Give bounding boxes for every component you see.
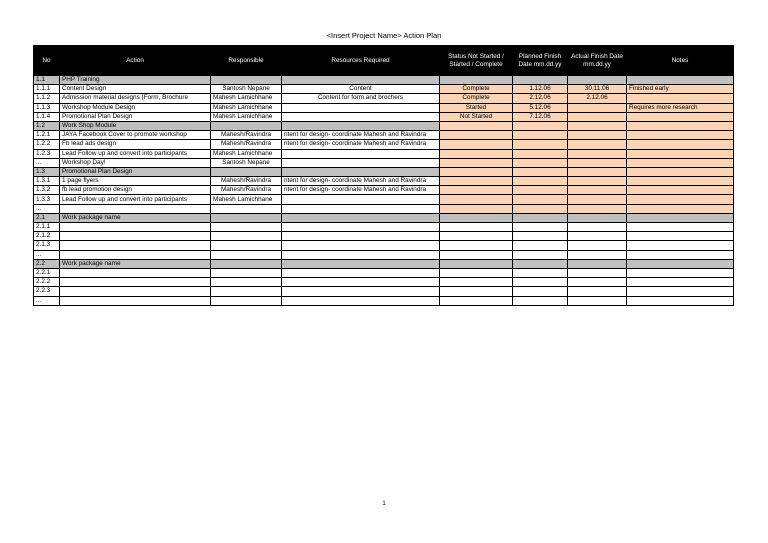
cell-planned (513, 259, 568, 268)
cell-no: 1.2.1 (34, 131, 60, 140)
cell-actual: 2.12.06 (568, 94, 627, 103)
cell-planned (513, 287, 568, 296)
cell-status (440, 259, 513, 268)
page-title: <Insert Project Name> Action Plan (326, 31, 442, 40)
cell-planned (513, 195, 568, 204)
cell-resources: ntent for design- coordinate Mahesh and Ravindra (282, 186, 440, 195)
cell-status (440, 167, 513, 176)
cell-planned: 5.12.06 (513, 103, 568, 112)
cell-no: 1.2 (34, 121, 60, 130)
cell-resources (282, 250, 440, 259)
cell-status (440, 213, 513, 222)
cell-actual (568, 167, 627, 176)
cell-actual (568, 250, 627, 259)
table-row (34, 278, 734, 287)
cell-no: 2.1.2 (34, 232, 60, 241)
cell-notes: Finished early (627, 85, 734, 94)
cell-notes (627, 241, 734, 250)
cell-action (60, 250, 211, 259)
cell-status (440, 195, 513, 204)
cell-planned (513, 296, 568, 305)
cell-planned (513, 204, 568, 213)
cell-resources (282, 241, 440, 250)
cell-notes: Requires more research (627, 103, 734, 112)
cell-resources (282, 223, 440, 232)
cell-planned (513, 131, 568, 140)
col-header-responsible: Responsible (211, 46, 282, 76)
table-row (34, 131, 734, 140)
cell-actual (568, 112, 627, 121)
cell-no: 1.1 (34, 76, 60, 85)
cell-action: fb lead promotion design (60, 186, 211, 195)
cell-status: Not Started (440, 112, 513, 121)
table-row (34, 85, 734, 94)
cell-action (60, 268, 211, 277)
cell-actual (568, 296, 627, 305)
cell-resources (282, 158, 440, 167)
table-body (34, 76, 734, 306)
cell-responsible: Santosh Nepane (211, 158, 282, 167)
cell-resources: ntent for design- coordinate Mahesh and Ravindra (282, 177, 440, 186)
cell-responsible (211, 213, 282, 222)
table-row (34, 223, 734, 232)
cell-resources: Content (282, 85, 440, 94)
table-row (34, 287, 734, 296)
cell-responsible (211, 167, 282, 176)
cell-status (440, 241, 513, 250)
cell-actual (568, 232, 627, 241)
cell-action (60, 204, 211, 213)
cell-action (60, 223, 211, 232)
cell-actual (568, 259, 627, 268)
page-number: 1 (382, 501, 386, 507)
cell-actual (568, 223, 627, 232)
cell-actual (568, 140, 627, 149)
cell-resources (282, 213, 440, 222)
cell-planned (513, 186, 568, 195)
cell-notes (627, 213, 734, 222)
cell-responsible (211, 76, 282, 85)
cell-status: Complete (440, 94, 513, 103)
cell-resources (282, 103, 440, 112)
cell-notes (627, 177, 734, 186)
cell-actual (568, 121, 627, 130)
cell-actual (568, 287, 627, 296)
cell-notes (627, 268, 734, 277)
cell-action: Work Shop Module (60, 121, 211, 130)
cell-notes (627, 167, 734, 176)
action-plan-table (33, 45, 734, 306)
cell-actual (568, 131, 627, 140)
table-row (34, 259, 734, 268)
cell-status (440, 296, 513, 305)
cell-planned (513, 76, 568, 85)
table-row (34, 94, 734, 103)
cell-notes (627, 121, 734, 130)
cell-responsible (211, 204, 282, 213)
cell-planned: 7.12.06 (513, 112, 568, 121)
table-row (34, 250, 734, 259)
cell-resources (282, 287, 440, 296)
header-row (34, 46, 734, 76)
cell-status (440, 149, 513, 158)
table-row (34, 296, 734, 305)
cell-actual (568, 76, 627, 85)
cell-status (440, 250, 513, 259)
cell-action: Lead Follow up and convert into participants (60, 149, 211, 158)
cell-actual (568, 186, 627, 195)
cell-planned (513, 140, 568, 149)
table-row (34, 177, 734, 186)
cell-no: 1.1.2 (34, 94, 60, 103)
cell-responsible: Mahesh Lamichhane (211, 94, 282, 103)
cell-responsible (211, 250, 282, 259)
cell-planned (513, 241, 568, 250)
cell-status (440, 278, 513, 287)
cell-no: 1.3 (34, 167, 60, 176)
col-header-planned: Planned Finish Date mm.dd.yy (513, 46, 568, 76)
cell-action: Work package name (60, 259, 211, 268)
cell-status (440, 223, 513, 232)
cell-planned (513, 250, 568, 259)
cell-notes (627, 278, 734, 287)
cell-resources (282, 204, 440, 213)
cell-notes (627, 250, 734, 259)
cell-status (440, 186, 513, 195)
cell-responsible: Mahesh/Ravindra (211, 131, 282, 140)
col-header-resources: Resources Required (282, 46, 440, 76)
table-row (34, 167, 734, 176)
cell-responsible: Mahesh Lamichhane (211, 112, 282, 121)
col-header-notes: Notes (627, 46, 734, 76)
cell-no: 1.2.2 (34, 140, 60, 149)
cell-status (440, 158, 513, 167)
cell-action (60, 287, 211, 296)
cell-resources (282, 121, 440, 130)
cell-planned (513, 149, 568, 158)
cell-responsible (211, 296, 282, 305)
table-row (34, 76, 734, 85)
cell-responsible (211, 259, 282, 268)
cell-responsible (211, 287, 282, 296)
cell-status: Complete (440, 85, 513, 94)
cell-action: Lead Follow up and convert into participants (60, 195, 211, 204)
cell-status (440, 140, 513, 149)
cell-notes (627, 195, 734, 204)
cell-resources (282, 232, 440, 241)
table-row (34, 204, 734, 213)
cell-status: Started (440, 103, 513, 112)
cell-no: 2.1 (34, 213, 60, 222)
cell-no: 2.1.3 (34, 241, 60, 250)
cell-planned: 2.12.06 (513, 94, 568, 103)
cell-notes (627, 296, 734, 305)
cell-responsible: Mahesh/Ravindra (211, 186, 282, 195)
cell-actual: 30.11.06 (568, 85, 627, 94)
cell-actual (568, 177, 627, 186)
cell-actual (568, 195, 627, 204)
cell-no: ... (34, 158, 60, 167)
cell-responsible: Mahesh Lamichhane (211, 103, 282, 112)
cell-status (440, 121, 513, 130)
cell-resources (282, 278, 440, 287)
cell-no: 2.2.1 (34, 268, 60, 277)
cell-action: Fb lead ads design (60, 140, 211, 149)
cell-status (440, 204, 513, 213)
cell-responsible: Mahesh Lamichhane (211, 149, 282, 158)
cell-no: 1.2.3 (34, 149, 60, 158)
cell-responsible (211, 232, 282, 241)
table-row (34, 213, 734, 222)
cell-notes (627, 131, 734, 140)
cell-action: Promotional Plan Design (60, 167, 211, 176)
cell-resources (282, 112, 440, 121)
cell-resources: ntent for design- coordinate Mahesh and Ravindra (282, 140, 440, 149)
table-row (34, 121, 734, 130)
cell-responsible: Mahesh Lamichhane (211, 195, 282, 204)
cell-action (60, 296, 211, 305)
cell-actual (568, 278, 627, 287)
cell-action: PHP Training (60, 76, 211, 85)
cell-notes (627, 287, 734, 296)
cell-action: Workshop Module Design (60, 103, 211, 112)
cell-actual (568, 103, 627, 112)
cell-responsible (211, 268, 282, 277)
cell-planned (513, 177, 568, 186)
cell-resources (282, 167, 440, 176)
cell-resources (282, 149, 440, 158)
cell-no: 1.3.2 (34, 186, 60, 195)
cell-resources: ntent for design- coordinate Mahesh and Ravindra (282, 131, 440, 140)
cell-resources (282, 268, 440, 277)
cell-no: 1.3.3 (34, 195, 60, 204)
cell-notes (627, 223, 734, 232)
cell-responsible (211, 278, 282, 287)
cell-action: Content Design (60, 85, 211, 94)
cell-no: 1.1.3 (34, 103, 60, 112)
cell-notes (627, 158, 734, 167)
table-row (34, 112, 734, 121)
cell-notes (627, 204, 734, 213)
cell-actual (568, 213, 627, 222)
cell-action: Workshop Day! (60, 158, 211, 167)
table-row (34, 103, 734, 112)
cell-action (60, 241, 211, 250)
cell-planned (513, 232, 568, 241)
col-header-no: No (34, 46, 60, 76)
cell-actual (568, 149, 627, 158)
cell-no: 2.2.3 (34, 287, 60, 296)
table-row (34, 140, 734, 149)
cell-action (60, 278, 211, 287)
cell-no: ... (34, 296, 60, 305)
cell-responsible (211, 121, 282, 130)
cell-planned (513, 167, 568, 176)
cell-notes (627, 186, 734, 195)
cell-action: Admission material designs (Form, Brochure (60, 94, 211, 103)
cell-planned (513, 223, 568, 232)
cell-action: 1 page flyers (60, 177, 211, 186)
cell-resources (282, 76, 440, 85)
cell-notes (627, 76, 734, 85)
cell-actual (568, 241, 627, 250)
cell-no: 2.2.2 (34, 278, 60, 287)
cell-no: 2.1.1 (34, 223, 60, 232)
cell-no: 1.3.1 (34, 177, 60, 186)
cell-action: JAYA Facebook Cover to promote workshop (60, 131, 211, 140)
cell-status (440, 131, 513, 140)
cell-responsible: Mahesh/Ravindra (211, 140, 282, 149)
cell-planned: 1.12.06 (513, 85, 568, 94)
cell-notes (627, 112, 734, 121)
cell-planned (513, 158, 568, 167)
cell-no: ... (34, 250, 60, 259)
cell-notes (627, 140, 734, 149)
cell-notes (627, 94, 734, 103)
cell-status (440, 177, 513, 186)
cell-actual (568, 204, 627, 213)
table-row (34, 186, 734, 195)
cell-responsible (211, 223, 282, 232)
cell-action: Promotional Plan Design (60, 112, 211, 121)
cell-status (440, 232, 513, 241)
cell-actual (568, 268, 627, 277)
cell-no: 1.1.4 (34, 112, 60, 121)
cell-no: 1.1.1 (34, 85, 60, 94)
cell-notes (627, 149, 734, 158)
cell-resources: Content for form and brochers (282, 94, 440, 103)
cell-resources (282, 259, 440, 268)
cell-no: ... (34, 204, 60, 213)
col-header-status: Status Not Started / Started / Complete (440, 46, 513, 76)
cell-planned (513, 268, 568, 277)
table-row (34, 232, 734, 241)
cell-resources (282, 296, 440, 305)
col-header-actual: Actual Finish Date mm.dd.yy (568, 46, 627, 76)
cell-no: 2.2 (34, 259, 60, 268)
cell-status (440, 268, 513, 277)
cell-resources (282, 195, 440, 204)
col-header-action: Action (60, 46, 211, 76)
cell-planned (513, 278, 568, 287)
table-row (34, 241, 734, 250)
cell-planned (513, 121, 568, 130)
cell-planned (513, 213, 568, 222)
cell-action: Work package name (60, 213, 211, 222)
table-row (34, 195, 734, 204)
cell-responsible: Mahesh/Ravindra (211, 177, 282, 186)
cell-notes (627, 232, 734, 241)
cell-responsible: Santosh Nepane (211, 85, 282, 94)
cell-actual (568, 158, 627, 167)
cell-action (60, 232, 211, 241)
cell-notes (627, 259, 734, 268)
cell-status (440, 287, 513, 296)
table-row (34, 158, 734, 167)
cell-responsible (211, 241, 282, 250)
table-row (34, 149, 734, 158)
table-row (34, 268, 734, 277)
cell-status (440, 76, 513, 85)
